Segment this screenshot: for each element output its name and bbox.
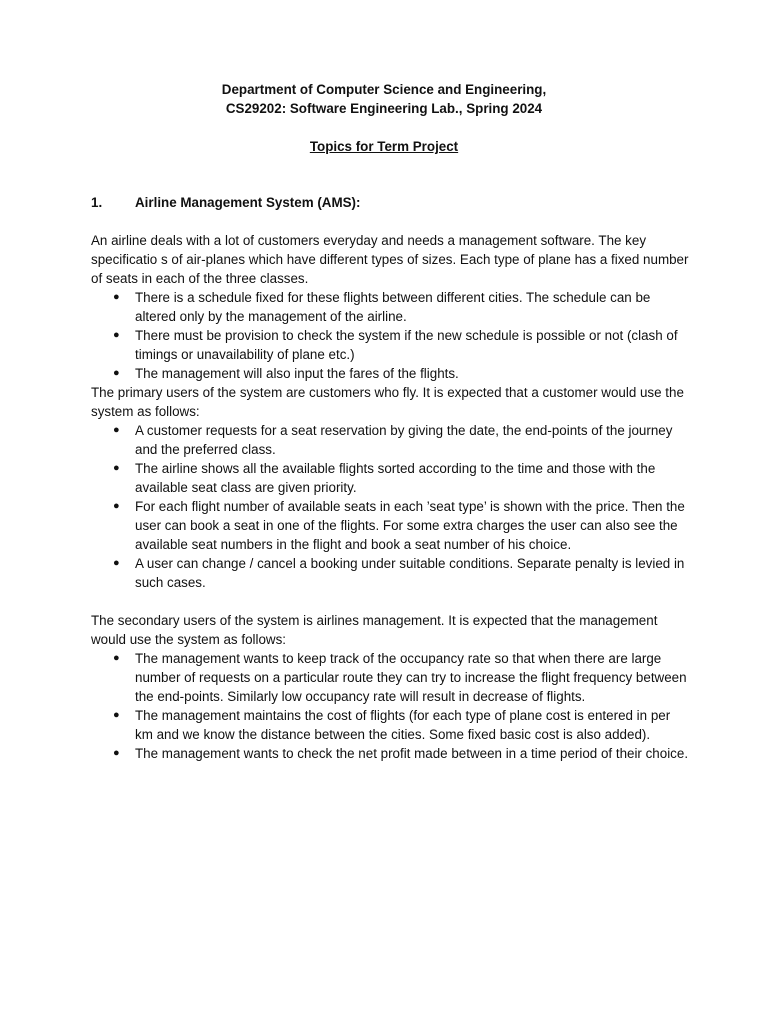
bullet-icon: ● — [113, 291, 120, 303]
bullet-icon: ● — [113, 500, 120, 512]
bullet-icon: ● — [113, 424, 120, 436]
document-body — [91, 231, 691, 763]
primary-bullet-list — [91, 421, 691, 592]
intro-paragraph: An airline deals with a lot of customers everyday and needs a management software. The key specificatio s of air-planes which have different types of sizes. Each type of plane has a fixed number of seats in each of the three classes. — [91, 233, 689, 286]
list-item: ● For each flight number of available seats in each ’seat type’ is shown with the price. Then the user can book a seat in one of the flights. For some extra charges the user can also see the available seat numbers in the flight and book a seat number of his choice. — [113, 499, 685, 552]
list-item: ● There must be provision to check the system if the new schedule is possible or not (clash of timings or unavailability of plane etc.) — [113, 328, 678, 362]
list-item: ● A customer requests for a seat reservation by giving the date, the end-points of the journey and the preferred class. — [113, 423, 673, 457]
list-item: ● A user can change / cancel a booking under suitable conditions. Separate penalty is levied in such cases. — [113, 556, 685, 590]
bullet-icon: ● — [113, 747, 120, 759]
section-title-text: Airline Management System (AMS): — [135, 195, 361, 210]
secondary-bullet-list — [91, 649, 691, 763]
bullet-icon: ● — [113, 367, 120, 379]
section-number: 1. — [91, 195, 103, 210]
list-item: ● The management wants to keep track of the occupancy rate so that when there are large number of requests on a particular route they can try to increase the flight frequency between the end-points. Similarly low occupancy rate will result in decrease of flights. — [113, 651, 687, 704]
bullet-icon: ● — [113, 709, 120, 721]
topics-title-text: Topics for Term Project — [309, 139, 459, 154]
primary-users-paragraph: The primary users of the system are customers who fly. It is expected that a customer would use the system as follows: — [91, 385, 684, 419]
paragraph-spacer — [91, 592, 691, 611]
intro-bullet-list — [91, 288, 691, 383]
document-header — [0, 80, 768, 118]
course-heading: CS29202: Software Engineering Lab., Spring 2024 — [225, 101, 543, 116]
topics-title — [0, 137, 768, 156]
list-item: ● The management wants to check the net profit made between in a time period of their choice. — [113, 746, 689, 761]
bullet-icon: ● — [113, 652, 120, 664]
list-item: ● There is a schedule fixed for these flights between different cities. The schedule can be altered only by the management of the airline. — [113, 290, 651, 324]
secondary-users-paragraph: The secondary users of the system is airlines management. It is expected that the management would use the system as follows: — [91, 613, 658, 647]
section-heading — [91, 193, 360, 212]
list-item: ● The management maintains the cost of flights (for each type of plane cost is entered in per km and we know the distance between the cities. Some fixed basic cost is also added). — [113, 708, 671, 742]
bullet-icon: ● — [113, 329, 120, 341]
department-heading: Department of Computer Science and Engineering, — [221, 82, 547, 97]
bullet-icon: ● — [113, 557, 120, 569]
list-item: ● The airline shows all the available flights sorted according to the time and those with the available seat class are given priority. — [113, 461, 656, 495]
bullet-icon: ● — [113, 462, 120, 474]
list-item: ● The management will also input the fares of the flights. — [113, 366, 459, 381]
